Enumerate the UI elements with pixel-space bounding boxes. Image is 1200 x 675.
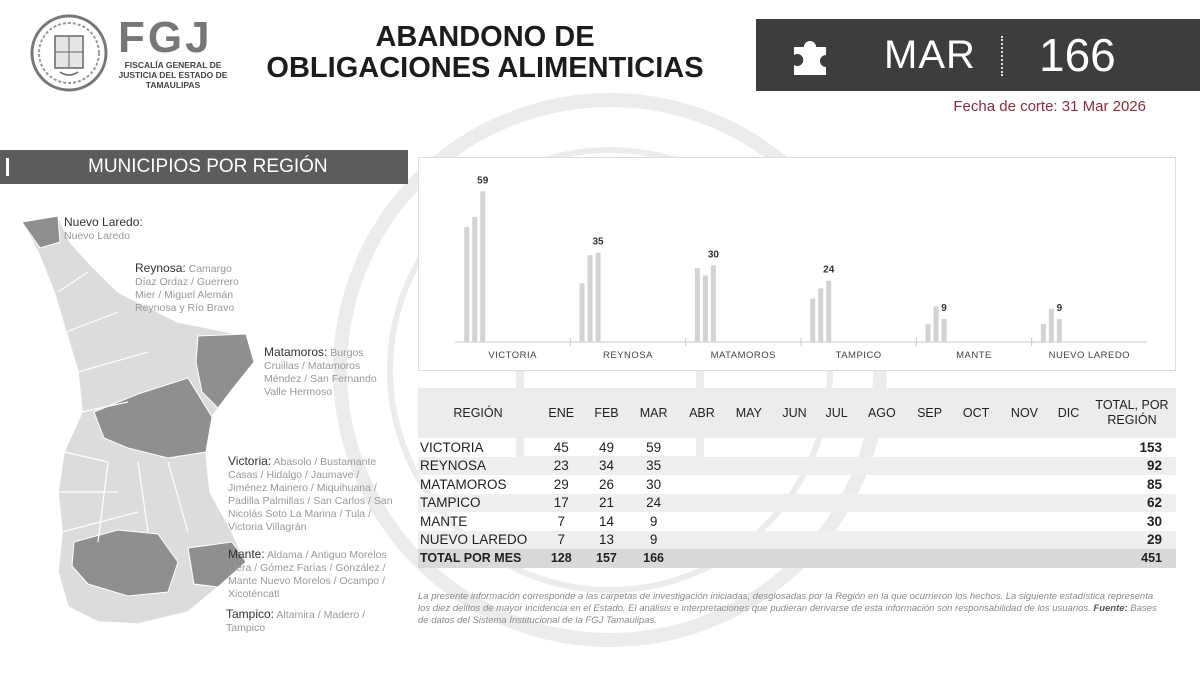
row-empty-month	[1000, 475, 1049, 494]
bar-nuevo-laredo-mar	[1057, 319, 1062, 342]
category-label: REYNOSA	[603, 350, 653, 361]
row-mar: 24	[646, 495, 662, 511]
bar-victoria-feb	[472, 217, 477, 342]
row-empty-month	[1049, 531, 1088, 550]
row-ene: 45	[553, 439, 569, 455]
table-row	[418, 494, 1176, 513]
category-label: VICTORIA	[488, 350, 538, 361]
fgj-logo	[30, 14, 230, 96]
row-empty-month	[952, 494, 1000, 513]
row-empty-month	[816, 475, 856, 494]
region-name: Matamoros:	[264, 345, 328, 359]
table-row	[418, 438, 1176, 457]
header-may: MAY	[735, 406, 762, 420]
region-name: Tampico:	[226, 607, 275, 621]
row-empty-month	[857, 512, 907, 531]
header-jul: JUL	[825, 406, 848, 420]
footnote	[418, 591, 1163, 627]
row-empty-month	[679, 438, 725, 457]
category-label: NUEVO LAREDO	[1048, 350, 1131, 361]
region-municipalities: Altamira / Madero / Tampico	[226, 609, 366, 634]
bar-nuevo-laredo-feb	[1049, 309, 1054, 342]
total-row-mar: 166	[643, 551, 664, 566]
header-mar: MAR	[639, 406, 668, 420]
row-region: NUEVO LAREDO	[420, 532, 528, 548]
row-empty-month	[816, 494, 856, 513]
footnote-source-label: Fuente:	[1093, 603, 1128, 614]
row-empty-month	[773, 512, 817, 531]
row-ene: 7	[557, 532, 565, 548]
row-mar: 9	[649, 513, 658, 529]
region-label-matamoros	[264, 346, 384, 399]
footnote-text: La presente información corresponde a las carpetas de investigación iniciadas, desglosadas por la Región en la que ocurrieron los hechos. La siguiente estadística representa los diez delitos de mayor incidencia en el Estado. El análisis e interpretaciones que pudieran derivarse de esta información son responsabilidad de los usuarios.	[418, 591, 1154, 614]
row-empty-month	[952, 531, 1000, 550]
row-mar: 59	[646, 439, 662, 455]
bar-reynosa-mar	[596, 253, 601, 342]
chart-panel	[418, 157, 1176, 371]
logo-acronym: FGJ	[118, 13, 213, 62]
bar-victoria-mar	[480, 191, 485, 342]
category-label: MANTE	[956, 350, 992, 361]
row-total: 153	[1139, 439, 1162, 455]
header-feb: FEB	[594, 406, 619, 420]
table-total-row	[418, 549, 1176, 568]
bar-nuevo-laredo-ene	[1041, 324, 1046, 342]
header-nov: NOV	[1010, 406, 1039, 420]
bar-matamoros-mar	[711, 265, 716, 342]
row-region: MATAMOROS	[420, 476, 507, 492]
row-empty-month	[952, 475, 1000, 494]
header-dic: DIC	[1057, 406, 1080, 420]
logo-subtitle: FISCALÍA GENERAL DE JUSTICIA DEL ESTADO DE TAMAULIPAS	[118, 60, 228, 90]
bar-chart	[419, 158, 1177, 372]
page-title	[260, 22, 710, 84]
total-row-feb: 157	[596, 551, 617, 566]
data-label: 59	[477, 175, 489, 187]
row-total: 92	[1146, 458, 1162, 474]
row-ene: 29	[553, 476, 569, 492]
row-empty-month	[773, 531, 817, 550]
bar-reynosa-ene	[580, 283, 585, 342]
bar-reynosa-feb	[588, 255, 593, 342]
row-empty-month	[1049, 494, 1088, 513]
row-empty-month	[1000, 457, 1049, 476]
region-name: Mante:	[228, 547, 265, 561]
data-label: 9	[1056, 303, 1063, 315]
row-empty-month	[907, 438, 952, 457]
kpi-value: 166	[1039, 29, 1116, 81]
header-jun: JUN	[782, 406, 807, 420]
data-label: 35	[592, 236, 604, 248]
row-feb: 13	[598, 532, 614, 548]
data-table	[418, 388, 1176, 568]
table-header-row	[418, 388, 1176, 438]
row-feb: 21	[598, 495, 614, 511]
row-empty-month	[907, 475, 952, 494]
row-empty-month	[952, 512, 1000, 531]
kpi-month: MAR	[884, 33, 976, 77]
row-empty-month	[725, 494, 772, 513]
data-label: 9	[941, 303, 947, 315]
row-empty-month	[679, 457, 725, 476]
row-empty-month	[857, 494, 907, 513]
row-region: VICTORIA	[420, 439, 484, 455]
cutoff-date: Fecha de corte: 31 Mar 2026	[953, 98, 1146, 115]
region-municipalities: Aldama / Antiguo Morelos Llera / Gómez Farías / González / Mante Nuevo Morelos / Ocampo / Xicoténcatl	[228, 549, 387, 600]
region-label-victoria	[228, 455, 400, 534]
row-empty-month	[952, 457, 1000, 476]
row-empty-month	[1049, 512, 1088, 531]
row-mar: 35	[646, 458, 662, 474]
row-total: 30	[1146, 513, 1162, 529]
row-mar: 30	[646, 476, 662, 492]
bar-mante-feb	[934, 306, 939, 342]
region-label-mante	[228, 548, 400, 601]
row-empty-month	[773, 475, 817, 494]
row-empty-month	[907, 457, 952, 476]
row-empty-month	[1049, 475, 1088, 494]
region-name: Reynosa:	[135, 261, 186, 275]
kpi-divider	[1001, 36, 1003, 76]
bar-matamoros-ene	[695, 268, 700, 342]
row-empty-month	[1000, 438, 1049, 457]
row-empty-month	[1000, 531, 1049, 550]
header-ago: AGO	[867, 406, 896, 420]
bar-matamoros-feb	[703, 276, 708, 342]
row-feb: 14	[598, 513, 614, 529]
row-empty-month	[857, 457, 907, 476]
total-row-total: 451	[1141, 551, 1162, 566]
region-label-nuevo-laredo	[64, 216, 214, 243]
kpi-box	[756, 19, 1200, 91]
region-municipalities: Abasolo / Bustamante Casas / Hidalgo / Jaumave / Jiménez Mainero / Miquihuana / Padilla Palmillas / San Carlos / San Nicolás Soto La Marina / Tula / Victoria Villagrán	[228, 456, 393, 533]
row-empty-month	[907, 512, 952, 531]
region-municipalities: Nuevo Laredo	[64, 230, 130, 242]
data-label: 30	[707, 249, 719, 261]
row-region: REYNOSA	[420, 458, 487, 474]
row-empty-month	[725, 438, 772, 457]
row-empty-month	[816, 438, 856, 457]
header-ene: ENE	[548, 406, 575, 420]
bar-tampico-ene	[810, 299, 815, 342]
header-total-line-1: TOTAL, POR	[1095, 398, 1169, 412]
row-ene: 23	[553, 458, 569, 474]
row-empty-month	[816, 512, 856, 531]
bar-victoria-ene	[464, 227, 469, 342]
row-feb: 26	[598, 476, 614, 492]
row-empty-month	[907, 531, 952, 550]
row-empty-month	[907, 494, 952, 513]
row-empty-month	[857, 531, 907, 550]
row-empty-month	[1049, 457, 1088, 476]
region-name: Victoria:	[228, 454, 272, 468]
row-empty-month	[725, 475, 772, 494]
header-total	[1088, 388, 1176, 438]
bar-tampico-mar	[826, 281, 831, 342]
region-municipalities: Camargo Díaz Ordaz / Guerrero Mier / Miguel Alemán Reynosa y Río Bravo	[135, 263, 239, 314]
row-empty-month	[952, 438, 1000, 457]
region-label-tampico	[226, 608, 386, 635]
section-header	[0, 150, 408, 184]
row-ene: 17	[553, 495, 569, 511]
row-region: TAMPICO	[420, 495, 481, 511]
bar-mante-ene	[926, 324, 931, 342]
footnote-source-text: Bases de datos del Sistema Institucional de la FGJ Tamaulipas.	[418, 603, 1157, 626]
header-sep: SEP	[917, 406, 943, 420]
bar-tampico-feb	[818, 288, 823, 342]
header-oct: OCT	[962, 406, 990, 420]
row-empty-month	[816, 531, 856, 550]
category-label: TAMPICO	[835, 350, 882, 361]
row-empty-month	[725, 531, 772, 550]
row-total: 62	[1146, 495, 1162, 511]
row-total: 85	[1146, 476, 1162, 492]
total-row-ene: 128	[550, 551, 572, 566]
header-abr: ABR	[689, 406, 715, 420]
bar-mante-mar	[942, 319, 947, 342]
table-row	[418, 457, 1176, 476]
row-total: 29	[1146, 532, 1162, 548]
table-row	[418, 531, 1176, 550]
row-empty-month	[773, 457, 817, 476]
table-row	[418, 512, 1176, 531]
header-region: REGIÓN	[453, 406, 503, 420]
row-empty-month	[1049, 438, 1088, 457]
row-empty-month	[816, 457, 856, 476]
region-label-reynosa	[135, 262, 245, 315]
row-empty-month	[679, 494, 725, 513]
row-ene: 7	[557, 513, 565, 529]
row-empty-month	[679, 512, 725, 531]
row-empty-month	[679, 475, 725, 494]
section-title: MUNICIPIOS POR REGIÓN	[88, 156, 328, 177]
title-line-1: ABANDONO DE	[375, 21, 595, 53]
row-feb: 49	[598, 439, 614, 455]
row-empty-month	[857, 438, 907, 457]
state-seal-icon	[30, 14, 108, 92]
row-empty-month	[725, 512, 772, 531]
region-municipalities: Burgos Cruillas / Matamoros Méndez / San Fernando Valle Hermoso	[264, 347, 377, 398]
header-total-line-2: REGIÓN	[1107, 413, 1157, 427]
row-region: MANTE	[420, 513, 468, 529]
row-empty-month	[725, 457, 772, 476]
table-row	[418, 475, 1176, 494]
row-feb: 34	[598, 458, 614, 474]
row-mar: 9	[649, 532, 658, 548]
data-label: 24	[823, 264, 835, 276]
row-empty-month	[1000, 512, 1049, 531]
title-line-2: OBLIGACIONES ALIMENTICIAS	[266, 52, 704, 84]
total-row-label: TOTAL POR MES	[420, 551, 522, 566]
category-label: MATAMOROS	[710, 350, 777, 361]
puzzle-piece-icon	[790, 33, 842, 77]
row-empty-month	[1000, 494, 1049, 513]
row-empty-month	[773, 494, 817, 513]
section-marker	[6, 158, 9, 176]
row-empty-month	[857, 475, 907, 494]
row-empty-month	[679, 531, 725, 550]
region-name: Nuevo Laredo:	[64, 215, 143, 229]
row-empty-month	[773, 438, 817, 457]
